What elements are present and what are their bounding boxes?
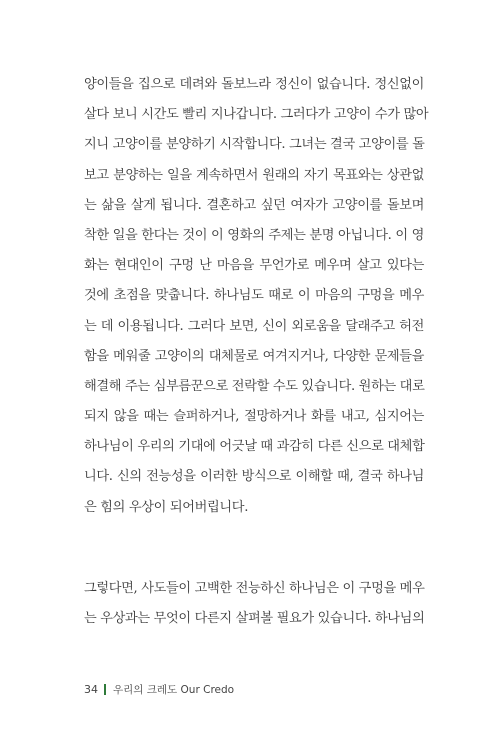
text-line: 는 우상과는 무엇이 다른지 살펴볼 필요가 있습니다. 하나님의 xyxy=(84,611,425,627)
text-line: 하나님이 우리의 기대에 어긋날 때 과감히 다른 신으로 대체합 xyxy=(84,439,425,455)
text-line: 함을 메워줄 고양이의 대체물로 여겨지거나, 다양한 문제들을 xyxy=(84,348,424,364)
page-number: 34 xyxy=(84,682,98,696)
text-line: 해결해 주는 심부름꾼으로 전락할 수도 있습니다. 원하는 대로 xyxy=(84,378,425,394)
text-line: 것에 초점을 맞춥니다. 하나님도 때로 이 마음의 구멍을 메우 xyxy=(84,288,424,304)
footer-divider-bar xyxy=(104,684,106,695)
text-line: 양이들을 집으로 데려와 돌보느라 정신이 없습니다. 정신없이 xyxy=(84,77,424,92)
text-line: 살다 보니 시간도 빨리 지나갑니다. 그러다가 고양이 수가 많아 xyxy=(84,107,429,123)
text-line: 되지 않을 때는 슬퍼하거나, 절망하거나 화를 내고, 심지어는 xyxy=(84,409,424,425)
text-line: 는 삶을 살게 됩니다. 결혼하고 싶던 여자가 고양이를 돌보며 xyxy=(84,197,424,213)
body-paragraph-2 xyxy=(84,574,424,634)
text-line: 착한 일을 한다는 것이 이 영화의 주제는 분명 아닙니다. 이 영 xyxy=(84,227,424,243)
text-line: 니다. 신의 전능성을 이러한 방식으로 이해할 때, 결국 하나님 xyxy=(84,469,424,485)
text-line: 는 데 이용됩니다. 그러다 보면, 신이 외로움을 달래주고 허전 xyxy=(84,318,424,334)
running-title: 우리의 크레도 Our Credo xyxy=(113,683,235,696)
page-footer xyxy=(84,681,234,697)
text-line: 보고 분양하는 일을 계속하면서 원래의 자기 목표와는 상관없 xyxy=(84,167,424,183)
text-line: 은 힘의 우상이 되어버립니다. xyxy=(84,499,249,515)
body-paragraph-1 xyxy=(84,70,429,523)
text-line: 지니 고양이를 분양하기 시작합니다. 그녀는 결국 고양이를 돌 xyxy=(84,137,425,153)
text-line: 그렇다면, 사도들이 고백한 전능하신 하나님은 이 구멍을 메우 xyxy=(84,581,425,596)
text-line: 화는 현대인이 구멍 난 마음을 무언가로 메우며 살고 있다는 xyxy=(84,258,424,274)
